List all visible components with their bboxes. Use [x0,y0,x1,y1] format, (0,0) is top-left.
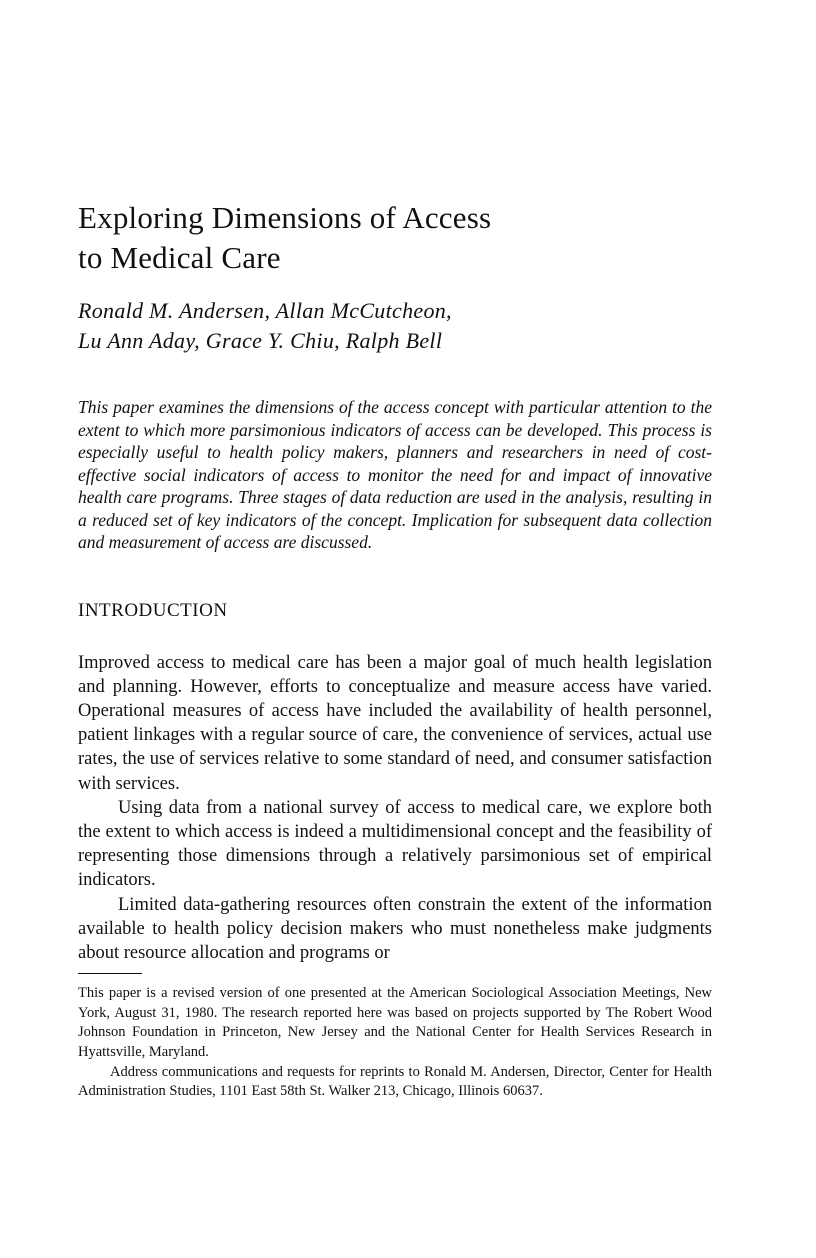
article-title-line-1: Exploring Dimensions of Access [78,200,492,235]
footnote-1: This paper is a revised version of one presented at the American Sociological Association Meetings, New York, August 31, 1980. The research reported here was based on projects supported by The Robert Wood Johnson Foundation in Princeton, New Jersey and the National Center for Health Services Research in Hyattsville, Maryland. [78,985,712,1060]
section-heading: INTRODUCTION [78,599,228,621]
author-line-2: Lu Ann Aday, Grace Y. Chiu, Ralph Bell [78,328,443,353]
section-body [78,651,712,966]
body-paragraph-3: Limited data-gathering resources often constrain the extent of the information available to health policy decision makers who must nonetheless make judgments about resource allocation and programs or [78,894,712,963]
footnotes [78,984,712,1102]
body-paragraph-1: Improved access to medical care has been a major goal of much health legislation and planning. However, efforts to conceptualize and measure access have varied. Operational measures of access have included the availability of health personnel, patient linkages with a regular source of care, the convenience of services, actual use rates, the use of services relative to some standard of need, and consumer satisfaction with services. [78,652,712,794]
page-content [78,198,712,1102]
footnote-divider [78,973,142,974]
body-paragraph-2: Using data from a national survey of access to medical care, we explore both the extent to which access is indeed a multidimensional concept and the feasibility of representing those dimensions through a relatively parsimonious set of empirical indicators. [78,797,712,891]
abstract: This paper examines the dimensions of the access concept with particular attention to the extent to which more parsimonious indicators of access can be developed. This process is especially useful to health policy makers, planners and researchers in need of cost-effective social indicators of access to monitor the need for and impact of innovative health care programs. Three stages of data reduction are used in the analysis, resulting in a reduced set of key indicators of the concept. Implication for subsequent data collection and measurement of access are discussed. [78,397,712,552]
footnote-2: Address communications and requests for reprints to Ronald M. Andersen, Director, Center for Health Administration Studies, 1101 East 58th St. Walker 213, Chicago, Illinois 60637. [78,1063,712,1100]
article-title [78,198,712,278]
article-title-line-2: to Medical Care [78,240,281,275]
author-list [78,296,712,356]
author-line-1: Ronald M. Andersen, Allan McCutcheon, [78,298,452,323]
